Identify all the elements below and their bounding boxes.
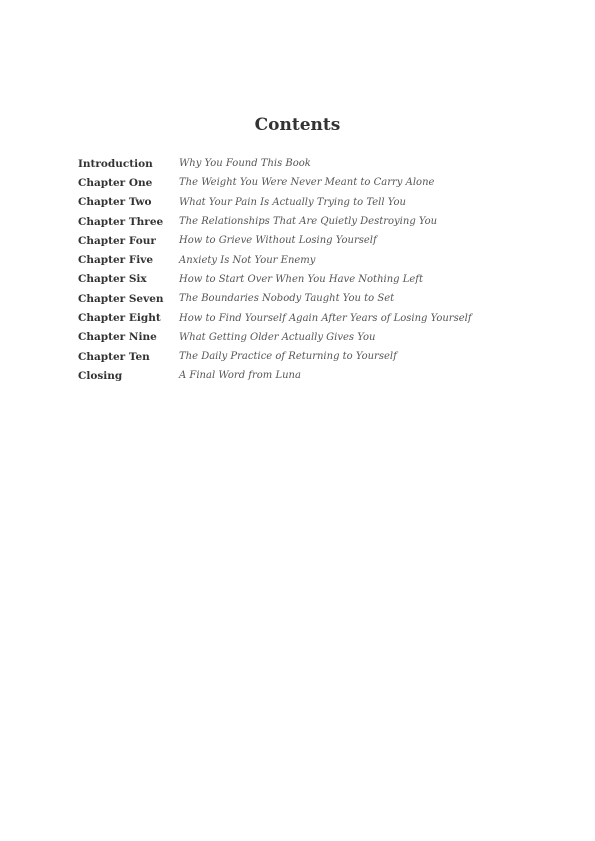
toc-entry-title: The Relationships That Are Quietly Destroying You: [179, 216, 438, 228]
toc-entry: [78, 231, 558, 250]
toc-entry-label: Chapter One: [78, 176, 153, 189]
toc-entry-label: Chapter Three: [78, 215, 164, 228]
toc-entry-label: Closing: [78, 369, 123, 382]
toc-entry-title: The Weight You Were Never Meant to Carry Alone: [179, 177, 435, 189]
toc-entry: [78, 250, 558, 269]
page-title: Contents: [254, 115, 341, 135]
toc-entry: [78, 193, 558, 212]
toc-entry: [78, 289, 558, 308]
toc-entry-title: A Final Word from Luna: [179, 370, 301, 382]
toc-entry-title: The Boundaries Nobody Taught You to Set: [179, 293, 395, 305]
toc-entry: [78, 270, 558, 289]
toc-entry-label: Chapter Six: [78, 273, 147, 286]
toc-entry-title: How to Start Over When You Have Nothing Left: [179, 273, 424, 285]
toc-entry-label: Chapter Two: [78, 196, 152, 209]
toc-entry-label: Introduction: [78, 157, 153, 170]
table-of-contents: [78, 154, 558, 386]
toc-entry-label: Chapter Five: [78, 254, 154, 267]
toc-entry-title: How to Grieve Without Losing Yourself: [179, 235, 377, 247]
toc-entry-title: How to Find Yourself Again After Years of Losing Yourself: [179, 312, 472, 324]
toc-entry: [78, 328, 558, 347]
toc-entry-title: What Getting Older Actually Gives You: [179, 331, 376, 343]
toc-entry: [78, 212, 558, 231]
toc-entry-label: Chapter Four: [78, 234, 156, 247]
toc-entry-title: What Your Pain Is Actually Trying to Tell You: [179, 196, 406, 208]
toc-entry-title: Why You Found This Book: [179, 158, 311, 170]
toc-entry-label: Chapter Ten: [78, 350, 150, 363]
toc-entry: [78, 173, 558, 192]
toc-entry: [78, 347, 558, 366]
toc-entry: [78, 154, 558, 173]
toc-entry: [78, 366, 558, 385]
toc-entry-label: Chapter Nine: [78, 331, 157, 344]
toc-entry: [78, 308, 558, 327]
toc-entry-title: The Daily Practice of Returning to Yourself: [179, 351, 397, 363]
toc-entry-title: Anxiety Is Not Your Enemy: [179, 254, 316, 266]
toc-entry-label: Chapter Eight: [78, 312, 161, 325]
toc-entry-label: Chapter Seven: [78, 292, 164, 305]
